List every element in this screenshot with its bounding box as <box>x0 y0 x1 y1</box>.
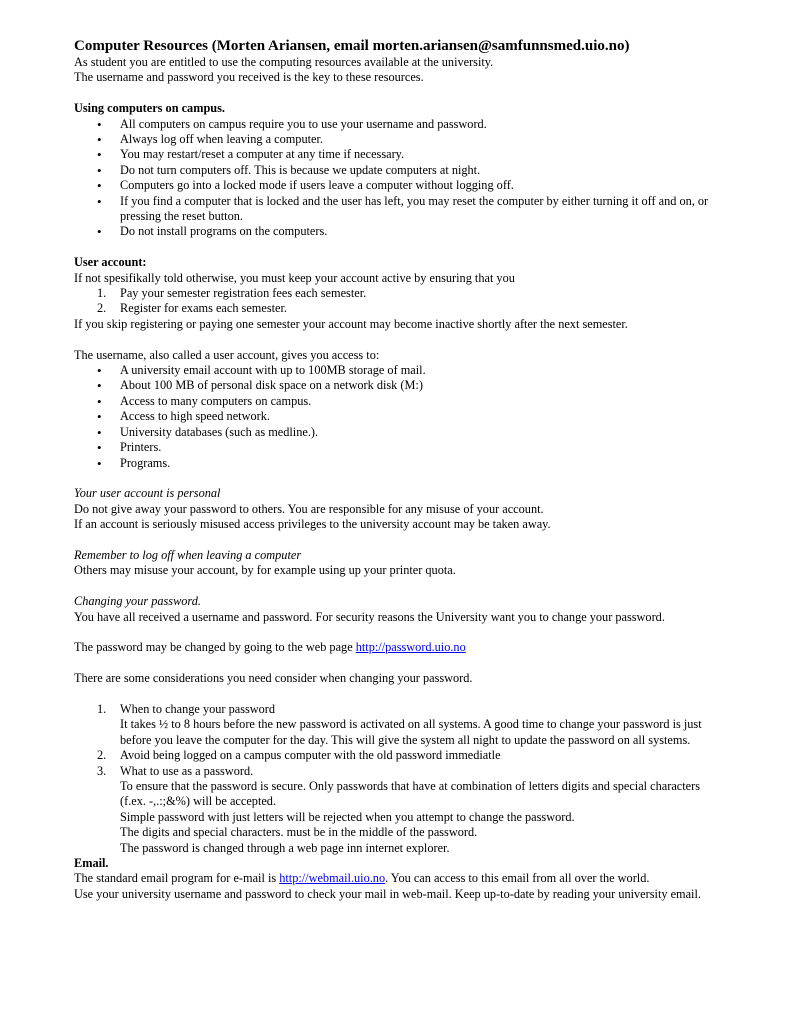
list-item <box>74 147 719 162</box>
bullet-icon <box>97 194 102 210</box>
bullet-icon <box>97 394 102 410</box>
list-item-text: Avoid being logged on a campus computer with the old password immediatle <box>120 748 501 763</box>
list-item <box>74 378 719 393</box>
consideration-detail: Simple password with just letters will be rejected when you attempt to change the password. <box>120 809 575 824</box>
intro-line: As student you are entitled to use the computing resources available at the university. <box>74 55 494 69</box>
email-line <box>74 871 719 886</box>
bullet-icon <box>97 132 102 148</box>
password-link[interactable]: http://password.uio.no <box>355 640 466 655</box>
list-item-text: Programs. <box>120 455 171 470</box>
list-item-text: All computers on campus require you to use your username and password. <box>120 116 487 131</box>
list-item <box>74 224 719 239</box>
list-item-text: Do not turn computers off. This is because we update computers at night. <box>120 162 481 177</box>
list-number: 3. <box>97 763 107 778</box>
document-content <box>74 37 719 902</box>
list-item-text: What to use as a password. <box>120 763 254 778</box>
password-consideration-item <box>74 702 719 748</box>
section-heading-password: Changing your password. <box>74 594 201 609</box>
list-item-text: If you find a computer that is locked and the user has left, you may reset the computer by either turning it off and on, or pressing the reset button. <box>120 193 709 224</box>
bullet-icon <box>97 117 102 133</box>
section-heading-email: Email. <box>74 855 109 870</box>
password-considerations: There are some considerations you need consider when changing your password. <box>74 671 473 686</box>
list-item <box>74 286 719 301</box>
list-item <box>74 163 719 178</box>
list-item-text: Do not install programs on the computers. <box>120 224 328 239</box>
bullet-icon <box>97 409 102 425</box>
list-item <box>74 194 719 225</box>
list-item <box>74 132 719 147</box>
section-heading-logoff: Remember to log off when leaving a computer <box>74 547 302 562</box>
consideration-detail: The password is changed through a web page inn internet explorer. <box>120 840 450 855</box>
password-consideration-item <box>74 764 719 856</box>
email-line-2: Use your university username and password to check your mail in web-mail. Keep up-to-date by reading your university email. <box>74 886 701 901</box>
list-item-text: Access to high speed network. <box>120 409 270 424</box>
section-heading-campus: Using computers on campus. <box>74 101 225 116</box>
list-item <box>74 363 719 378</box>
campus-rules-list <box>74 117 719 240</box>
bullet-icon <box>97 163 102 179</box>
section-heading-account: User account: <box>74 255 147 270</box>
consideration-detail: The digits and special characters. must be in the middle of the password. <box>120 825 478 840</box>
list-item <box>74 178 719 193</box>
bullet-icon <box>97 456 102 472</box>
password-web-line <box>74 640 719 655</box>
account-note: If you skip registering or paying one semester your account may become inactive shortly after the next semester. <box>74 316 628 331</box>
intro-line: The username and password you received is the key to these resources. <box>74 70 424 85</box>
list-item <box>74 440 719 455</box>
personal-line: Do not give away your password to others. You are responsible for any misuse of your account. <box>74 501 544 516</box>
list-number: 1. <box>97 286 107 301</box>
email-prefix: The standard email program for e-mail is <box>74 871 280 886</box>
password-line: You have all received a username and password. For security reasons the University want you to change your password. <box>74 609 665 624</box>
list-item <box>74 117 719 132</box>
password-web-prefix: The password may be changed by going to the web page <box>74 640 356 655</box>
section-heading-personal: Your user account is personal <box>74 486 221 501</box>
access-lead: The username, also called a user account, gives you access to: <box>74 347 380 362</box>
bullet-icon <box>97 425 102 441</box>
list-item <box>74 394 719 409</box>
personal-line: If an account is seriously misused access privileges to the university account may be taken away. <box>74 517 551 532</box>
access-list <box>74 363 719 471</box>
email-suffix: . You can access to this email from all over the world. <box>385 871 650 886</box>
list-item <box>74 301 719 316</box>
list-item-text: Access to many computers on campus. <box>120 393 312 408</box>
list-item-text: Printers. <box>120 440 162 455</box>
account-lead: If not spesifikally told otherwise, you must keep your account active by ensuring that you <box>74 270 515 285</box>
list-item-text: Always log off when leaving a computer. <box>120 132 323 147</box>
bullet-icon <box>97 440 102 456</box>
bullet-icon <box>97 178 102 194</box>
bullet-icon <box>97 224 102 240</box>
list-item-text: Computers go into a locked mode if users leave a computer without logging off. <box>120 178 514 193</box>
list-number: 2. <box>97 748 107 763</box>
bullet-icon <box>97 378 102 394</box>
consideration-detail: To ensure that the password is secure. Only passwords that have at combination of letters digits and special characters (f.ex. -,.:;&%) will be accepted. <box>120 778 700 809</box>
list-item <box>74 456 719 471</box>
list-item <box>74 409 719 424</box>
list-number: 1. <box>97 701 107 716</box>
bullet-icon <box>97 147 102 163</box>
list-item-text: A university email account with up to 100MB storage of mail. <box>120 363 426 378</box>
list-number: 2. <box>97 301 107 316</box>
list-item-text: Register for exams each semester. <box>120 301 287 316</box>
list-item-text: University databases (such as medline.). <box>120 424 319 439</box>
bullet-icon <box>97 363 102 379</box>
list-item-text: About 100 MB of personal disk space on a network disk (M:) <box>120 378 423 393</box>
list-item-text: When to change your password <box>120 701 276 716</box>
list-item-text: Pay your semester registration fees each semester. <box>120 286 367 301</box>
document-title: Computer Resources (Morten Ariansen, email morten.ariansen@samfunnsmed.uio.no) <box>74 38 630 54</box>
webmail-link[interactable]: http://webmail.uio.no <box>279 871 386 886</box>
consideration-detail: It takes ½ to 8 hours before the new password is activated on all systems. A good time to change your password is just before you leave the computer for the day. This will give the system all night to update the password on all systems. <box>120 717 702 747</box>
password-consideration-item <box>74 748 719 763</box>
account-requirements-list <box>74 286 719 317</box>
logoff-line: Others may misuse your account, by for example using up your printer quota. <box>74 563 456 578</box>
list-item-text: You may restart/reset a computer at any time if necessary. <box>120 147 405 162</box>
password-considerations-list <box>74 702 719 856</box>
list-item <box>74 425 719 440</box>
